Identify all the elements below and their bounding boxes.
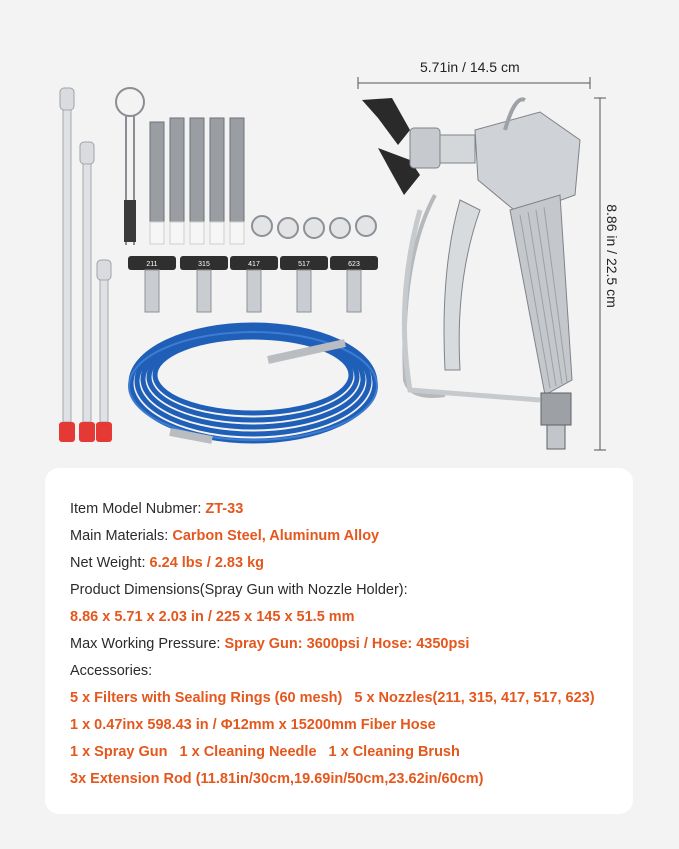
spec-row-materials <box>70 523 595 550</box>
accessory-needle: 1 x Cleaning Needle <box>179 744 317 760</box>
spec-row-dimensions-label <box>70 577 595 604</box>
dimensions-label: Product Dimensions(Spray Gun with Nozzle Holder): <box>70 582 408 598</box>
accessory-gun: 1 x Spray Gun <box>70 744 168 760</box>
nozzle-code-315: 315 <box>198 261 210 268</box>
nozzle-code-417: 417 <box>248 261 260 268</box>
weight-value: 6.24 lbs / 2.83 kg <box>149 555 264 571</box>
accessory-hose: 1 x 0.47inx 598.43 in / Φ12mm x 15200mm Fiber Hose <box>70 717 436 733</box>
spec-card <box>45 468 633 814</box>
height-dimension-text: 8.86 in / 22.5 cm <box>604 204 620 308</box>
spec-row-rods <box>70 766 595 793</box>
materials-value: Carbon Steel, Aluminum Alloy <box>172 528 380 544</box>
spec-row-hose <box>70 712 595 739</box>
spec-row-filters-nozzles <box>70 685 595 712</box>
weight-label: Net Weight: <box>70 555 150 571</box>
width-dimension-label: 5.71in / 14.5 cm <box>420 59 520 75</box>
dimensions-value: 8.86 x 5.71 x 2.03 in / 225 x 145 x 51.5 mm <box>70 609 355 625</box>
spec-row-weight <box>70 550 595 577</box>
spec-row-dimensions-value <box>70 604 595 631</box>
nozzle-code-623: 623 <box>348 261 360 268</box>
accessory-nozzles: 5 x Nozzles(211, 315, 417, 517, 623) <box>354 690 595 706</box>
nozzle-code-517: 517 <box>298 261 310 268</box>
nozzle-code-211: 211 <box>146 261 158 268</box>
filters <box>150 118 244 244</box>
model-value: ZT-33 <box>205 501 244 517</box>
accessory-rods: 3x Extension Rod (11.81in/30cm,19.69in/50cm,23.62in/60cm) <box>70 771 484 787</box>
spec-row-model <box>70 496 595 523</box>
accessories-label: Accessories: <box>70 663 153 679</box>
materials-label: Main Materials: <box>70 528 173 544</box>
pressure-label: Max Working Pressure: <box>70 636 225 652</box>
accessory-brush: 1 x Cleaning Brush <box>328 744 460 760</box>
accessory-filters: 5 x Filters with Sealing Rings (60 mesh) <box>70 690 343 706</box>
pressure-value: Spray Gun: 3600psi / Hose: 4350psi <box>224 636 470 652</box>
spec-row-accessories-label <box>70 658 595 685</box>
spec-list <box>70 496 595 793</box>
spec-row-gun-needle-brush <box>70 739 595 766</box>
spec-row-pressure <box>70 631 595 658</box>
model-label: Item Model Nubmer: <box>70 501 206 517</box>
